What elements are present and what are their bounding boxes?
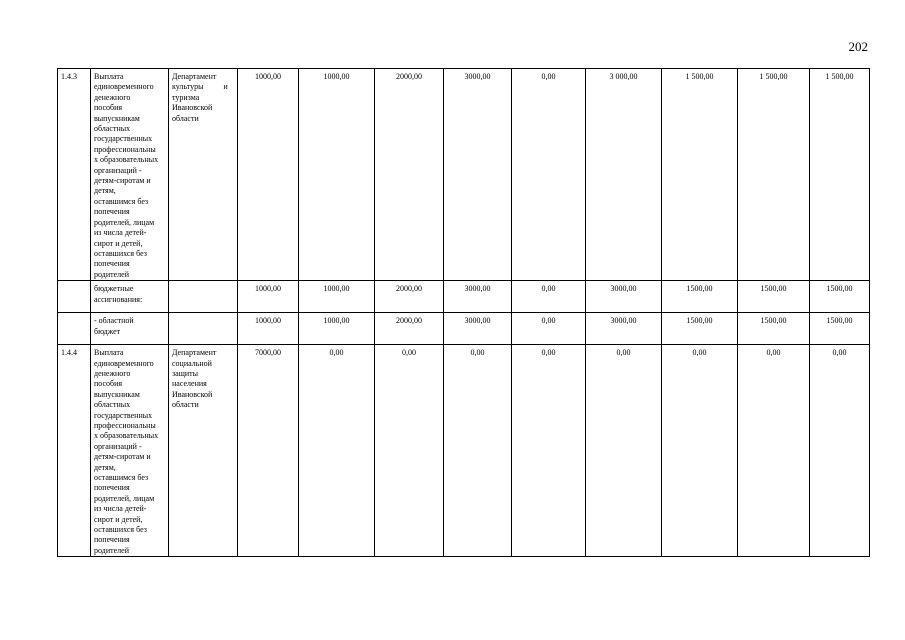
row-description (91, 281, 169, 313)
description-line: денежного (94, 92, 131, 102)
value-cell: 0,00 (512, 69, 586, 281)
value-cell: 1 500,00 (662, 69, 738, 281)
table-row (58, 345, 870, 557)
description-line: областных (94, 124, 131, 134)
description-line: детям-сиротам и (94, 452, 151, 462)
description-line: пособия (94, 103, 123, 113)
description-line: государственных (94, 410, 153, 420)
row-description (91, 69, 169, 281)
value-cell: 0,00 (512, 281, 586, 313)
description-line: оставшихся без (94, 248, 147, 258)
value-cell: 3000,00 (586, 313, 662, 345)
description-line: попечения (94, 483, 130, 493)
description-line: х образовательных (94, 155, 159, 165)
value-cell: 3000,00 (444, 69, 512, 281)
row-code: 1.4.3 (58, 69, 91, 281)
value-cell: 3000,00 (444, 313, 512, 345)
description-line: единовременного (94, 82, 154, 92)
row-code (58, 281, 91, 313)
value-cell: 0,00 (738, 345, 810, 557)
row-executor (169, 313, 238, 345)
value-cell: 1500,00 (738, 281, 810, 313)
value-cell: 1 500,00 (810, 69, 870, 281)
description-line: оставшихся без (94, 525, 147, 535)
value-cell: 2000,00 (375, 69, 444, 281)
row-executor (169, 281, 238, 313)
value-cell: 3 000,00 (586, 69, 662, 281)
description-line: сирот и детей, (94, 514, 143, 524)
description-line: ассигнования: (94, 294, 143, 304)
description-line: попечения (94, 207, 130, 217)
value-cell: 0,00 (375, 345, 444, 557)
description-line: бюджетные (94, 284, 134, 294)
value-cell: 3000,00 (444, 281, 512, 313)
description-line: профессиональны (94, 420, 156, 430)
row-description (91, 313, 169, 345)
description-line: государственных (94, 134, 153, 144)
executor-line: культуры и (172, 82, 228, 92)
description-line: родителей (94, 269, 129, 279)
row-code (58, 313, 91, 345)
row-executor (169, 69, 238, 281)
value-cell: 0,00 (512, 345, 586, 557)
budget-table (57, 68, 870, 557)
description-line: денежного (94, 368, 131, 378)
page-number: 202 (848, 39, 868, 54)
description-line: пособия (94, 379, 123, 389)
description-line: организаций - (94, 165, 142, 175)
value-cell: 1500,00 (738, 313, 810, 345)
executor-line: Ивановской (172, 103, 213, 113)
executor-line: социальной (172, 358, 212, 368)
table-row (58, 69, 870, 281)
description-line: детям, (94, 462, 116, 472)
value-cell: 0,00 (444, 345, 512, 557)
description-line: областных (94, 400, 131, 410)
value-cell: 0,00 (810, 345, 870, 557)
description-line: детям, (94, 186, 116, 196)
value-cell: 1500,00 (662, 313, 738, 345)
row-description (91, 345, 169, 557)
executor-line: населения (172, 379, 207, 389)
executor-line: туризма (172, 92, 200, 102)
value-cell: 1000,00 (299, 281, 375, 313)
description-line: сирот и детей, (94, 238, 143, 248)
description-line: из числа детей- (94, 504, 147, 514)
description-line: выпускникам (94, 113, 140, 123)
description-line: детям-сиротам и (94, 176, 151, 186)
value-cell: 1000,00 (299, 313, 375, 345)
description-line: х образовательных (94, 431, 159, 441)
value-cell: 1500,00 (810, 313, 870, 345)
description-line: единовременного (94, 358, 154, 368)
executor-line: защиты (172, 368, 199, 378)
description-line: родителей, лицам (94, 493, 155, 503)
description-line: оставшимся без (94, 473, 149, 482)
description-line: профессиональны (94, 144, 156, 154)
executor-line: области (172, 113, 199, 123)
description-line: Выплата (94, 72, 124, 81)
value-cell: 1500,00 (662, 281, 738, 313)
table-row (58, 281, 870, 313)
description-line: родителей, лицам (94, 217, 155, 227)
value-cell: 1000,00 (238, 281, 299, 313)
description-line: из числа детей- (94, 228, 147, 238)
description-line: попечения (94, 535, 130, 545)
value-cell: 3000,00 (586, 281, 662, 313)
executor-line: Департамент (172, 348, 217, 358)
value-cell: 1000,00 (238, 69, 299, 281)
value-cell: 1 500,00 (738, 69, 810, 281)
description-line: Выплата (94, 348, 124, 358)
row-executor (169, 345, 238, 557)
description-line: бюджет (94, 326, 121, 336)
value-cell: 0,00 (299, 345, 375, 557)
description-line: оставшимся без (94, 196, 149, 206)
value-cell: 0,00 (512, 313, 586, 345)
executor-line: Ивановской (172, 389, 213, 399)
executor-line: области (172, 400, 199, 410)
value-cell: 2000,00 (375, 281, 444, 313)
description-line: организаций - (94, 441, 142, 451)
description-line: попечения (94, 259, 130, 269)
value-cell: 1500,00 (810, 281, 870, 313)
value-cell: 0,00 (586, 345, 662, 557)
description-line: родителей (94, 545, 129, 555)
value-cell: 0,00 (662, 345, 738, 557)
table-row (58, 313, 870, 345)
value-cell: 1000,00 (238, 313, 299, 345)
description-line: - областной (94, 316, 134, 326)
description-line: выпускникам (94, 389, 140, 399)
row-code: 1.4.4 (58, 345, 91, 557)
value-cell: 1000,00 (299, 69, 375, 281)
value-cell: 2000,00 (375, 313, 444, 345)
value-cell: 7000,00 (238, 345, 299, 557)
executor-line: Департамент (172, 72, 217, 81)
